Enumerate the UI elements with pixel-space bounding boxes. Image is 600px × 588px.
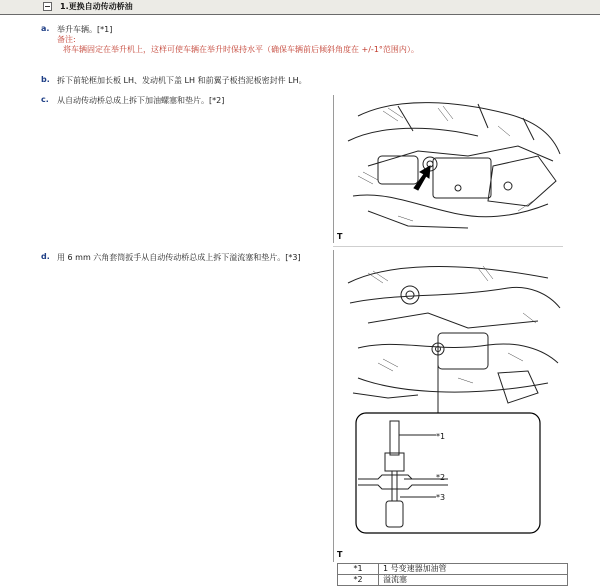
figure-1-transaxle-fill-plug-illustration <box>338 96 566 234</box>
figure-1-label: T <box>337 232 343 241</box>
table-row <box>338 564 568 575</box>
step-d-text: 用 6 mm 六角套筒扳手从自动传动桥总成上拆下溢流塞和垫片。[*3] <box>57 253 301 262</box>
callout-3: *3 <box>436 493 446 502</box>
step-a-note-label: 备注: <box>57 35 76 44</box>
step-d-letter: d. <box>41 252 50 261</box>
legend-value: 溢流塞 <box>379 575 568 586</box>
figure-1-bottom-rule <box>333 246 563 247</box>
collapse-toggle-icon[interactable] <box>43 2 52 11</box>
table-row <box>338 575 568 586</box>
section-header <box>0 0 600 15</box>
step-c-letter: c. <box>41 95 49 104</box>
step-b-text: 拆下前轮框加长板 LH、发动机下盖 LH 和前翼子板挡泥板密封件 LH。 <box>57 76 307 85</box>
figure-1-divider <box>333 95 334 243</box>
callout-legend-table <box>337 563 568 586</box>
step-b-letter: b. <box>41 75 50 84</box>
callout-1: *1 <box>436 432 446 441</box>
legend-key: *1 <box>338 564 379 575</box>
figure-2-overflow-plug-illustration <box>338 253 566 549</box>
step-a-text: 举升车辆。[*1] <box>57 25 113 34</box>
figure-2-label: T <box>337 550 343 559</box>
section-title: 1.更换自动传动桥油 <box>60 2 133 11</box>
legend-key: *2 <box>338 575 379 586</box>
step-c-text: 从自动传动桥总成上拆下加油螺塞和垫片。[*2] <box>57 96 225 105</box>
step-a-letter: a. <box>41 24 50 33</box>
callout-2: *2 <box>436 473 446 482</box>
legend-value: 1 号变速器加油管 <box>379 564 568 575</box>
step-a-note-text: 将车辆固定在举升机上，这样可使车辆在举升时保持水平（确保车辆前后倾斜角度在 +/-1°范围内）。 <box>63 45 419 54</box>
figure-2-divider <box>333 250 334 562</box>
